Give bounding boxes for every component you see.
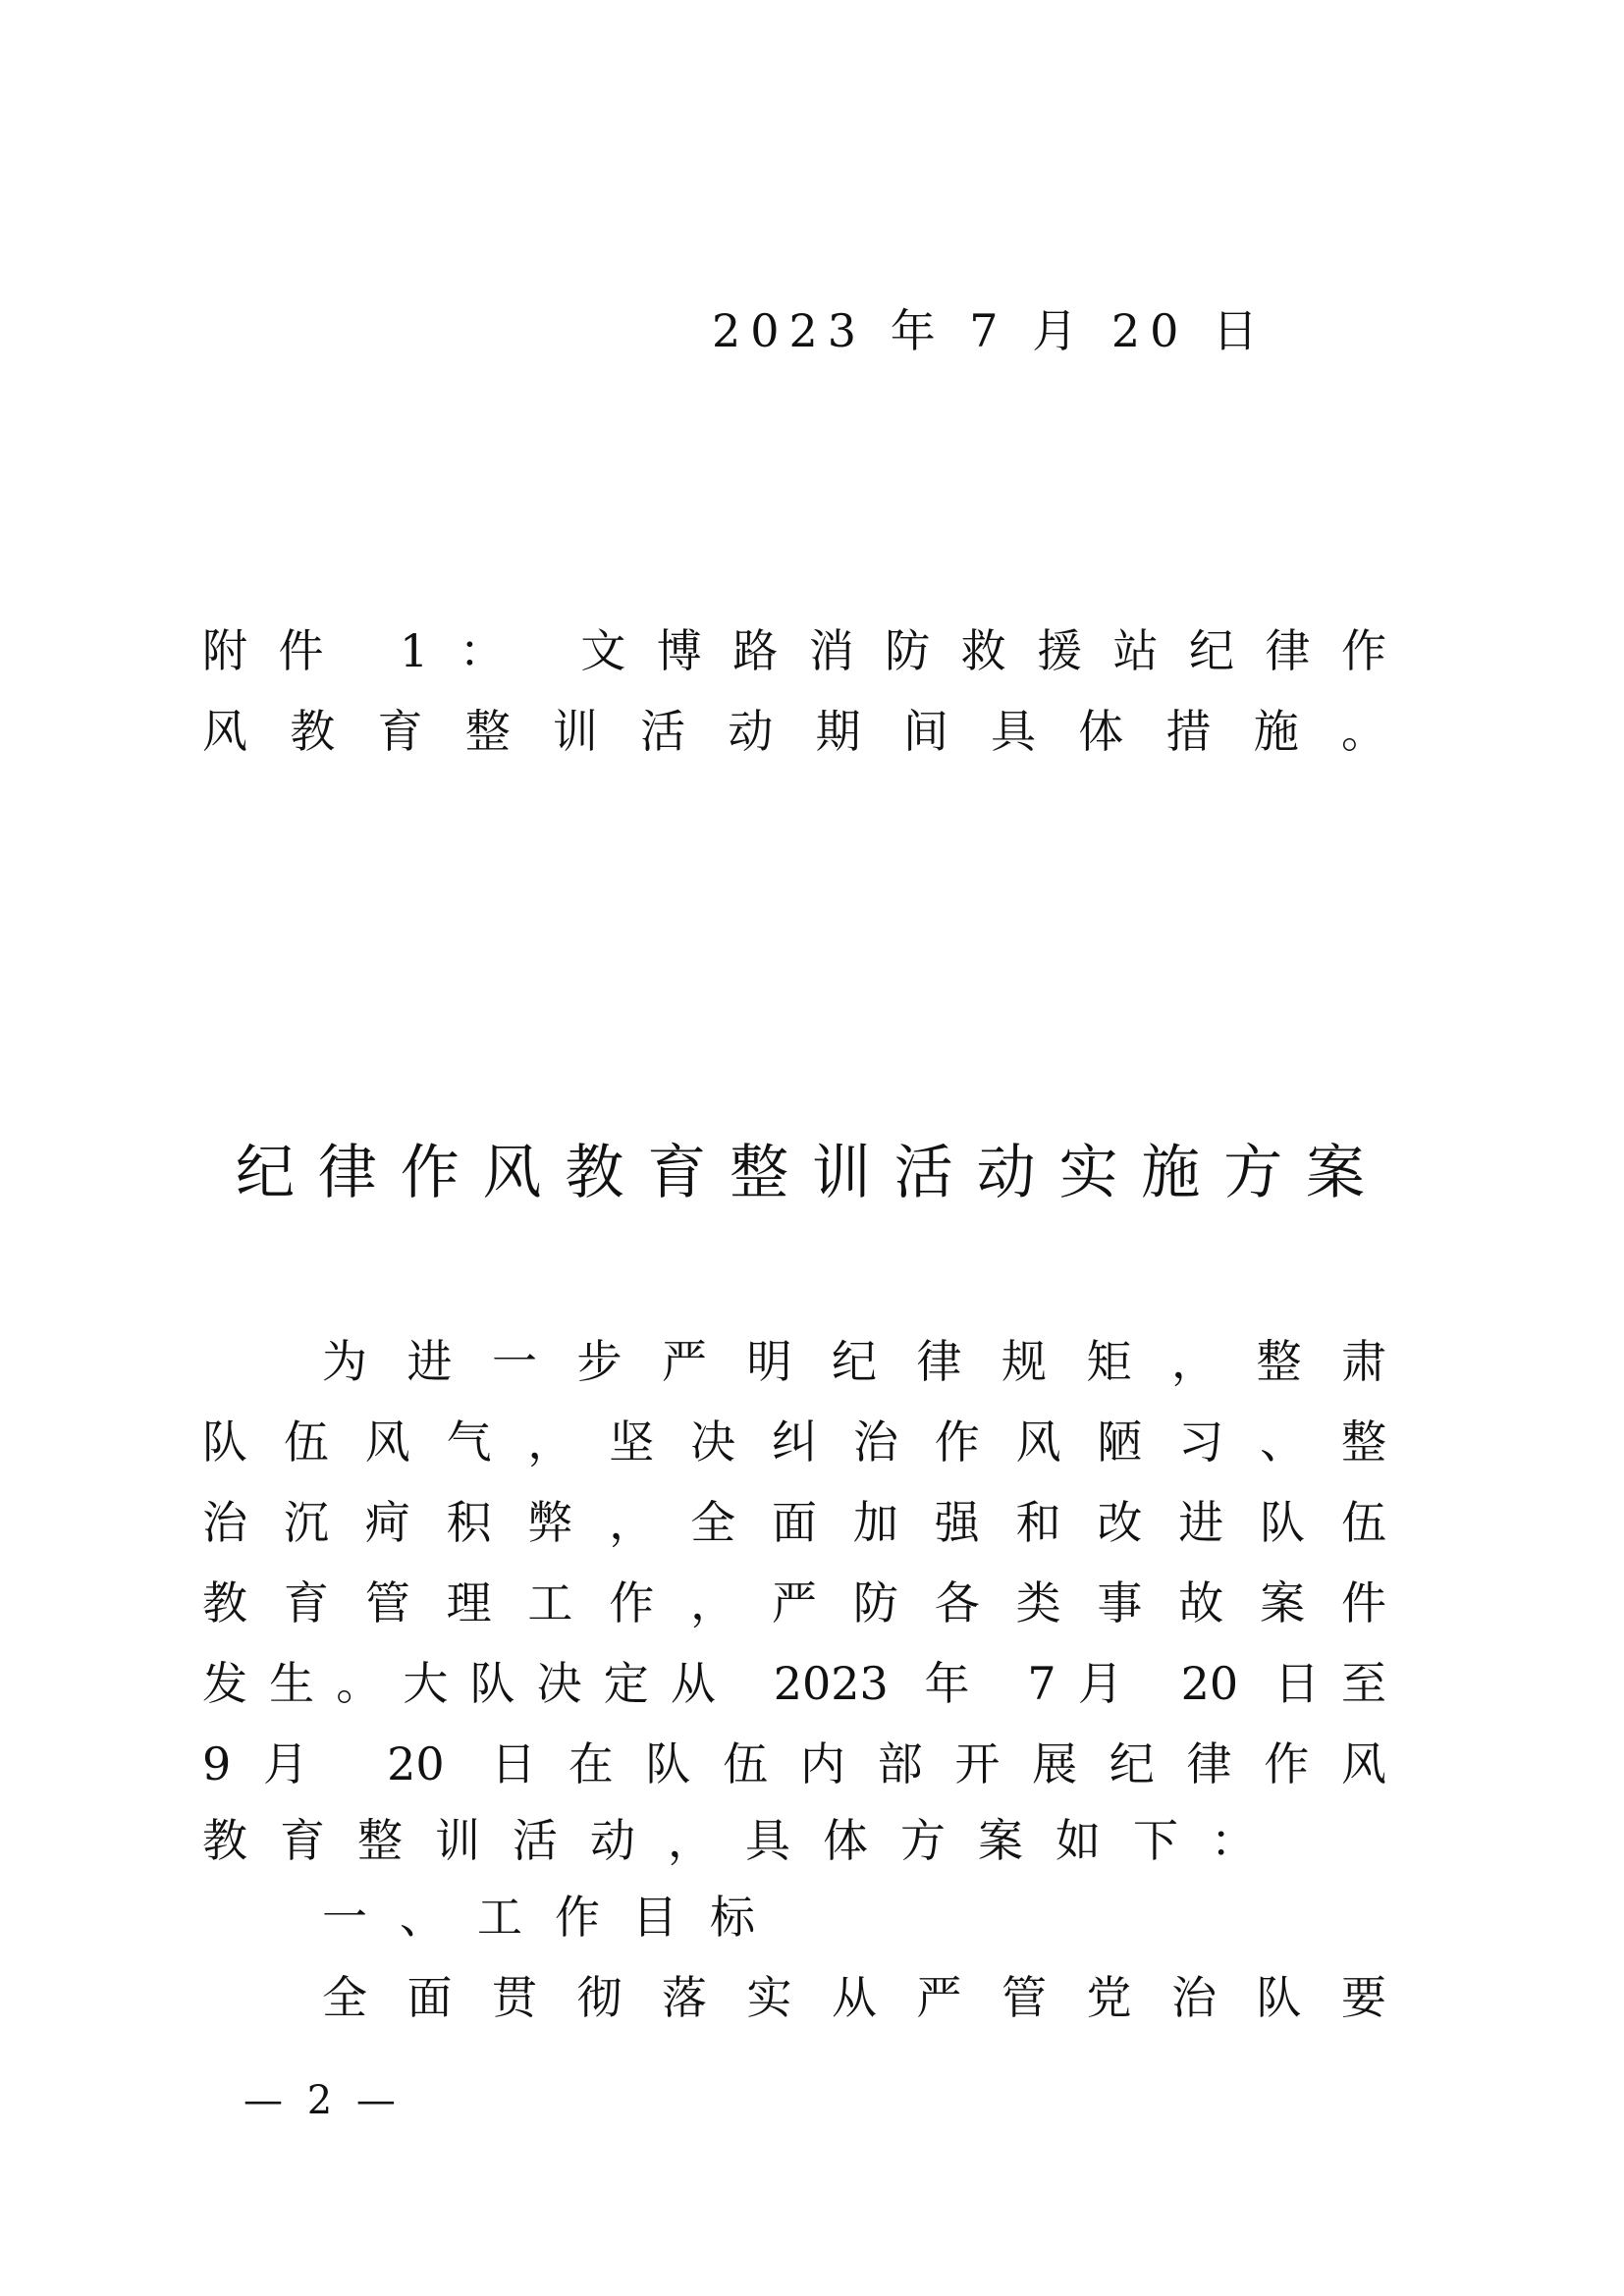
attachment-line-2: 风教育整训活动期间具体措施。	[202, 705, 1386, 758]
intro-line-7: 教育整训活动，具体方案如下：	[202, 1814, 1288, 1867]
section-one-first-line: 全面贯彻落实从严管党治队要	[322, 1971, 1386, 2024]
attachment-line-1: 附件 1： 文博路消防救援站纪律作	[202, 624, 1386, 677]
document-title: 纪律作风教育整训活动实施方案	[236, 1139, 1365, 1207]
document-date: 2023 年 7 月 20 日	[712, 304, 1268, 357]
intro-line-1: 为进一步严明纪律规矩，整肃	[322, 1335, 1386, 1388]
intro-line-6: 9月 20 日在队伍内部开展纪律作风	[202, 1737, 1386, 1790]
section-one-heading: 一、工作目标	[322, 1891, 787, 1944]
intro-line-3: 治沉疴积弊，全面加强和改进队伍	[202, 1496, 1386, 1549]
intro-line-5: 发生。大队决定从 2023 年 7月 20 日至	[202, 1657, 1386, 1710]
page-number: — 2 —	[244, 2078, 402, 2123]
intro-line-2: 队伍风气，坚决纠治作风陋习、整	[202, 1415, 1386, 1468]
intro-line-4: 教育管理工作，严防各类事故案件	[202, 1576, 1386, 1629]
